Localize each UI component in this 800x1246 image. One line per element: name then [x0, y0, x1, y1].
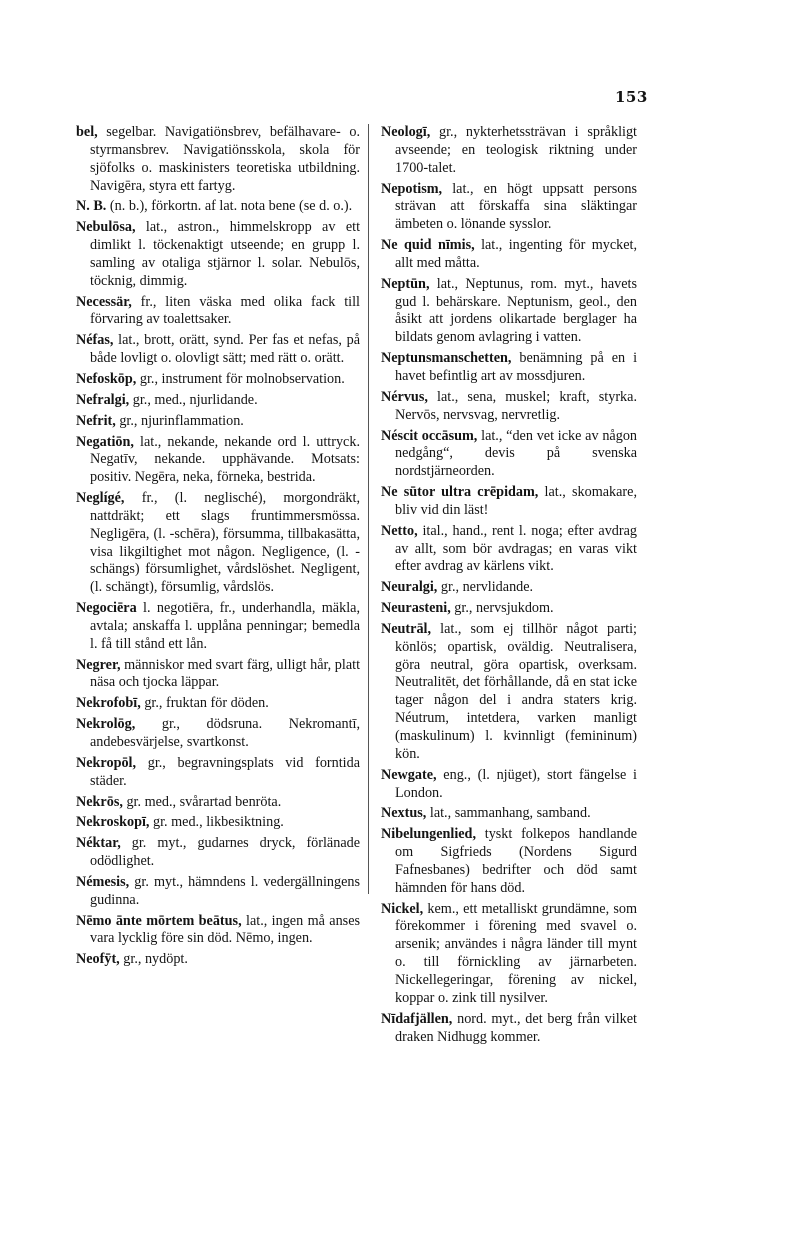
- entry-headword: Nekrofobī,: [76, 695, 141, 712]
- entry-definition: gr., dödsruna. Nekromantī, andebesvärjelse, svartkonst.: [90, 716, 361, 750]
- dictionary-entry: [381, 276, 637, 347]
- dictionary-entry: [76, 794, 360, 812]
- entry-headword: Nekrōs,: [76, 793, 123, 810]
- entry-definition: gr., begravningsplats vid forntida städer.: [90, 754, 361, 789]
- dictionary-entry: [76, 124, 360, 195]
- entry-definition: eng., (l. njüget), stort fängelse i London.: [395, 766, 637, 801]
- left-column: [76, 124, 360, 972]
- entry-headword: Ne quid nīmis,: [381, 237, 475, 254]
- entry-headword: Netto,: [381, 522, 418, 539]
- entry-headword: Neptūn,: [381, 275, 430, 292]
- entry-definition: gr. med., likbesiktning.: [153, 814, 284, 831]
- dictionary-entry: [76, 657, 360, 693]
- entry-definition: gr., fruktan för döden.: [144, 695, 269, 712]
- entry-definition: människor med svart färg, ulligt hår, platt näsa och tjocka läppar.: [90, 656, 361, 691]
- entry-headword: Nekrolōg,: [76, 716, 136, 733]
- dictionary-entry: [76, 716, 360, 752]
- dictionary-entry: [76, 294, 360, 330]
- entry-headword: Nebulōsa,: [76, 219, 136, 236]
- entry-headword: Negatiōn,: [76, 433, 134, 450]
- entry-definition: gr., nervlidande.: [440, 579, 534, 596]
- dictionary-entry: [76, 413, 360, 431]
- dictionary-entry: [76, 198, 360, 216]
- entry-definition: lat., Neptunus, rom. myt., havets gud l. behärskare. Neptunism, geol., den åsikt att jordens olikartade berglager ha bildats genom avlagring i vatten.: [395, 275, 637, 346]
- entry-headword: Nérvus,: [381, 388, 428, 405]
- entry-definition: gr., nydöpt.: [123, 951, 188, 968]
- dictionary-entry: [76, 695, 360, 713]
- dictionary-entry: [381, 181, 637, 235]
- dictionary-entry: [381, 237, 637, 273]
- entry-definition: segelbar. Navigatiönsbrev, befälhavare- o. styrmansbrev. Navigatiönsskola, skola för sjöfolks o. maskinisters teoretiska utbildning. Navigēra, styra ett fartyg.: [90, 124, 360, 194]
- dictionary-entry: [381, 1011, 637, 1047]
- dictionary-entry: [76, 434, 360, 488]
- dictionary-entry: [76, 600, 360, 654]
- entry-definition: (n. b.), förkortn. af lat. nota bene (se d. o.).: [109, 198, 353, 215]
- dictionary-entry: [381, 350, 637, 386]
- dictionary-entry: [381, 767, 637, 803]
- entry-headword: Nekropōl,: [76, 754, 137, 771]
- entry-definition: fr., liten väska med olika fack till förvaring av toalettsaker.: [90, 293, 360, 328]
- entry-headword: Neglígé,: [76, 490, 125, 507]
- entry-definition: gr., nervsjukdom.: [454, 600, 554, 617]
- entry-definition: lat., sena, muskel; kraft, styrka. Nervōs, nervsvag, nervretlig.: [395, 388, 637, 423]
- entry-headword: Neuralgi,: [381, 579, 438, 596]
- entry-definition: gr. myt., gudarnes dryck, förlänade odödlighet.: [90, 835, 361, 870]
- entry-headword: bel,: [76, 124, 98, 140]
- entry-headword: Neutrāl,: [381, 620, 432, 637]
- entry-definition: gr., nykterhetssträvan i språkligt avseende; en teologisk riktning under 1700-talet.: [395, 124, 637, 176]
- entry-headword: Neofȳt,: [76, 951, 120, 968]
- dictionary-entry: [76, 371, 360, 389]
- entry-headword: Negrer,: [76, 656, 121, 673]
- entry-headword: Némesis,: [76, 873, 130, 890]
- entry-headword: Nefralgi,: [76, 391, 130, 408]
- entry-headword: Nīdafjällen,: [381, 1010, 453, 1027]
- entry-definition: lat., ingen må anses vara lycklig före sin död. Nēmo, ingen.: [90, 912, 361, 947]
- entry-headword: Neptunsmanschetten,: [381, 350, 512, 367]
- dictionary-entry: [76, 219, 360, 290]
- dictionary-entry: [381, 600, 637, 618]
- dictionary-entry: [76, 874, 360, 910]
- entry-definition: kem., ett metalliskt grundämne, som förekommer i förening med svavel o. arsenik; användes i några länder till mynt o. till förnickling av järnarbeten. Nickellegeringar, förening av nickel, koppar o. zink till nysilver.: [395, 900, 637, 1006]
- dictionary-entry: [76, 951, 360, 969]
- entry-headword: Nickel,: [381, 900, 424, 917]
- dictionary-entry: [76, 835, 360, 871]
- dictionary-entry: [381, 484, 637, 520]
- dictionary-entry: [381, 124, 637, 178]
- dictionary-entry: [76, 332, 360, 368]
- entry-definition: lat., nekande, nekande ord l. uttryck. Negatīv, nekande. upphävande. Motsats: positiv. Negēra, neka, förneka, bestrida.: [90, 433, 360, 486]
- entry-definition: lat., som ej tillhör något parti; könlös; opartisk, oväldig. Neutralisera, göra neutral, göra opartisk, overksam. Neutralitēt, det förhållande, då en stat icke tager någon del i andra staters krig. Néutrum, intetdera, varken manligt (maskulinum) l. kvinnligt (femininum) kön.: [395, 620, 637, 762]
- entry-definition: lat., ingenting för mycket, allt med måtta.: [395, 237, 638, 271]
- entry-headword: Néscit occāsum,: [381, 427, 478, 444]
- entry-headword: Néktar,: [76, 835, 121, 852]
- entry-definition: lat., “den vet icke av någon nedgång“, devis på svenska nordstjärneorden.: [395, 427, 638, 480]
- dictionary-entry: [381, 428, 637, 482]
- entry-definition: gr. myt., hämndens l. vedergällningens gudinna.: [90, 873, 361, 908]
- entry-definition: lat., sammanhang, samband.: [429, 805, 591, 822]
- dictionary-entry: [76, 755, 360, 791]
- entry-headword: Nekroskopī,: [76, 814, 150, 831]
- dictionary-entry: [381, 901, 637, 1008]
- right-column: [381, 124, 637, 1049]
- entry-definition: gr. med., svårartad benröta.: [126, 793, 282, 810]
- dictionary-entry: [76, 392, 360, 410]
- entry-headword: Negociēra: [76, 600, 137, 617]
- dictionary-entry: [381, 826, 637, 897]
- entry-headword: Ne sūtor ultra crēpidam,: [381, 484, 539, 501]
- entry-definition: nord. myt., det berg från vilket draken Nidhugg kommer.: [395, 1010, 637, 1045]
- entry-definition: benämning på en i havet befintlig art av mossdjuren.: [395, 350, 638, 384]
- entry-definition: ital., hand., rent l. noga; efter avdrag av allt, som bör avdragas; en varas vikt efter avdrag av kärlens vikt.: [395, 522, 638, 575]
- dictionary-entry: [381, 805, 637, 823]
- entry-headword: Néfas,: [76, 332, 114, 349]
- entry-definition: lat., en högt uppsatt persons strävan att förskaffa sina släktingar ämbeten o. lönande sysslor.: [395, 180, 638, 233]
- entry-definition: lat., skomakare, bliv vid din läst!: [395, 484, 637, 518]
- dictionary-entry: [381, 389, 637, 425]
- dictionary-entry: [76, 490, 360, 597]
- entry-definition: l. negotiēra, fr., underhandla, mäkla, avtala; anskaffa l. upplåna penningar; bemedla l. få till stånd ett lån.: [90, 600, 360, 652]
- column-divider: [368, 124, 369, 894]
- entry-definition: gr., njurinflammation.: [119, 412, 244, 429]
- entry-headword: Nefrit,: [76, 412, 116, 429]
- entry-headword: Necessär,: [76, 293, 132, 310]
- entry-headword: Newgate,: [381, 766, 437, 783]
- entry-definition: gr., instrument för molnobservation.: [139, 370, 345, 387]
- entry-headword: Nextus,: [381, 805, 427, 822]
- entry-headword: Nēmo ānte mōrtem beātus,: [76, 912, 242, 929]
- dictionary-entry: [381, 621, 637, 764]
- entry-headword: Neurasteni,: [381, 600, 451, 617]
- entry-headword: Nibelungenlied,: [381, 826, 476, 843]
- entry-definition: lat., astron., himmelskropp av ett dimlikt l. töckenaktigt utseende; en grupp l. samling av otaliga stjärnor l. solar. Nebulōs, töcknig, dimmig.: [90, 219, 361, 289]
- entry-headword: Nepotism,: [381, 180, 443, 197]
- entry-definition: fr., (l. neglisché), morgondräkt, nattdräkt; ett slags fruntimmersmössa. Negligēra, (l. -schēra), försumma, tillbakasätta, visa likgiltighet mot någon. Negligence, (l. -schängs) försumlighet, vårdslöshet. Negligent, (l. schängt), försumlig, vårdslös.: [90, 490, 360, 596]
- entry-headword: Neologī,: [381, 124, 431, 140]
- dictionary-entry: [76, 814, 360, 832]
- entry-definition: tyskt folkepos handlande om Sigfrieds (Nordens Sigurd Fafnesbanes) bedrifter och död samt hämnden för hans död.: [395, 826, 637, 896]
- entry-definition: gr., med., njurlidande.: [132, 391, 258, 408]
- entry-headword: N. B.: [76, 198, 107, 215]
- entry-headword: Nefoskōp,: [76, 370, 137, 387]
- dictionary-entry: [381, 579, 637, 597]
- entry-definition: lat., brott, orätt, synd. Per fas et nefas, på både lovligt o. olovligt sätt; med rätt o. orätt.: [90, 332, 361, 367]
- page-number: 153: [615, 88, 648, 106]
- dictionary-entry: [381, 523, 637, 577]
- dictionary-entry: [76, 913, 360, 949]
